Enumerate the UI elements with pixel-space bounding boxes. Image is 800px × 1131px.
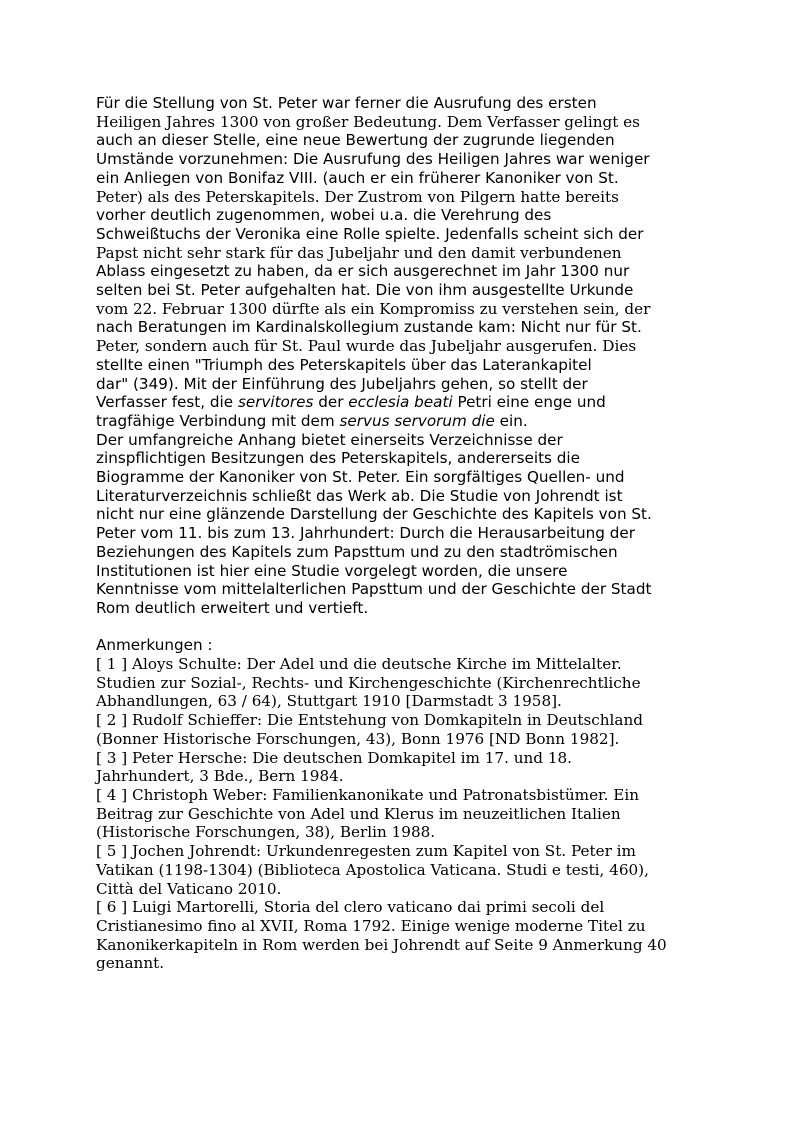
text-line: ein Anliegen von Bonifaz VIII. (auch er ein früherer Kanoniker von St. [96, 168, 619, 187]
text-line: Für die Stellung von St. Peter war ferner die Ausrufung des ersten [96, 94, 597, 112]
footnote-line: (Bonner Historische Forschungen, 43), Bonn 1976 [ND Bonn 1982]. [96, 729, 620, 748]
footnote-line: (Historische Forschungen, 38), Berlin 1988. [96, 823, 436, 842]
footnote-line: [ 2 ] Rudolf Schieffer: Die Entstehung von Domkapiteln in Deutschland [96, 711, 643, 730]
document-page [96, 94, 736, 973]
footnote-line: Jahrhundert, 3 Bde., Bern 1984. [96, 767, 344, 786]
text-line: Schweißtuchs der Veronika eine Rolle spielte. Jedenfalls scheint sich der [96, 224, 644, 243]
footnote-line: Beitrag zur Geschichte von Adel und Klerus im neuzeitlichen Italien [96, 804, 621, 823]
text-line [96, 412, 736, 431]
text-line: Heiligen Jahres 1300 von großer Bedeutung. Dem Verfasser gelingt es [96, 112, 640, 131]
text-line: Kenntnisse vom mittelalterlichen Papsttum und der Geschichte der Stadt [96, 580, 652, 599]
italic-text: servus servorum die [339, 411, 495, 430]
footnote-line: Cristianesimo fino al XVII, Roma 1792. Einige wenige moderne Titel zu [96, 916, 646, 935]
text-line: Rom deutlich erweitert und vertieft. [96, 598, 369, 617]
footnote-line: [ 5 ] Jochen Johrendt: Urkundenregesten zum Kapitel von St. Peter im [96, 842, 636, 861]
text-line: nach Beratungen im Kardinalskollegium zustande kam: Nicht nur für St. [96, 318, 642, 337]
text-line: stellte einen "Triumph des Peterskapitels über das Laterankapitel [96, 355, 592, 374]
text-line: nicht nur eine glänzende Darstellung der Geschichte des Kapitels von St. [96, 505, 652, 524]
italic-text: servitores [237, 393, 314, 412]
text-line: zinspflichtigen Besitzungen des Peterskapitels, andererseits die [96, 449, 580, 468]
text-line: vom 22. Februar 1300 dürfte als ein Kompromiss zu verstehen sein, der [96, 299, 651, 318]
blank-line [96, 618, 736, 637]
footnote-line: genannt. [96, 954, 165, 973]
text-line: vorher deutlich zugenommen, wobei u.a. die Verehrung des [96, 206, 552, 225]
review-paragraph-2 [96, 431, 736, 618]
text-line: Peter) als des Peterskapitels. Der Zustrom von Pilgern hatte bereits [96, 187, 619, 206]
footnote-line: Studien zur Sozial-, Rechts- und Kirchengeschichte (Kirchenrechtliche [96, 673, 641, 692]
text-line: Biogramme der Kanoniker von St. Peter. Ein sorgfältiges Quellen- und [96, 468, 625, 487]
footnote-line: [ 6 ] Luigi Martorelli, Storia del clero vaticano dai primi secoli del [96, 898, 605, 917]
text-line: Beziehungen des Kapitels zum Papsttum und zu den stadtrömischen [96, 542, 618, 561]
review-paragraph-1 [96, 94, 736, 431]
text-line: Umstände vorzunehmen: Die Ausrufung des Heiligen Jahres war weniger [96, 150, 650, 169]
text-line: dar" (349). Mit der Einführung des Jubeljahrs gehen, so stellt der [96, 374, 588, 393]
text-line: Ablass eingesetzt zu haben, da er sich ausgerechnet im Jahr 1300 nur [96, 262, 630, 281]
text-line: selten bei St. Peter aufgehalten hat. Die von ihm ausgestellte Urkunde [96, 281, 634, 300]
text-line: Literaturverzeichnis schließt das Werk ab. Die Studie von Johrendt ist [96, 486, 623, 505]
text-line: auch an dieser Stelle, eine neue Bewertung der zugrunde liegenden [96, 131, 615, 150]
text-run: Petri eine enge und [452, 393, 606, 412]
text-line [96, 393, 736, 412]
text-run: ein. [494, 411, 528, 430]
footnote-line: Città del Vaticano 2010. [96, 879, 282, 898]
footnote-line: [ 1 ] Aloys Schulte: Der Adel und die deutsche Kirche im Mittelalter. [96, 655, 622, 674]
italic-text: ecclesia beati [348, 393, 453, 412]
text-line: Peter, sondern auch für St. Paul wurde das Jubeljahr ausgerufen. Dies [96, 337, 637, 356]
text-line: Institutionen ist hier eine Studie vorgelegt worden, die unsere [96, 561, 568, 580]
text-line: Der umfangreiche Anhang bietet einerseits Verzeichnisse der [96, 430, 563, 449]
text-run: der [313, 393, 349, 412]
footnote-line: [ 3 ] Peter Hersche: Die deutschen Domkapitel im 17. und 18. [96, 748, 572, 767]
footnote-line: [ 4 ] Christoph Weber: Familienkanonikate und Patronatsbistümer. Ein [96, 786, 640, 804]
text-run: tragfähige Verbindung mit dem [96, 411, 340, 430]
text-run: Verfasser fest, die [96, 393, 238, 412]
text-line: Papst nicht sehr stark für das Jubeljahr und den damit verbundenen [96, 243, 622, 262]
footnote-line: Abhandlungen, 63 / 64), Stuttgart 1910 [Darmstadt 3 1958]. [96, 692, 562, 711]
footnote-line: Vatikan (1198-1304) (Biblioteca Apostolica Vaticana. Studi e testi, 460), [96, 860, 649, 879]
footnotes-heading: Anmerkungen : [96, 636, 213, 655]
text-line: Peter vom 11. bis zum 13. Jahrhundert: Durch die Herausarbeitung der [96, 524, 635, 543]
footnote-line: Kanonikerkapiteln in Rom werden bei Johrendt auf Seite 9 Anmerkung 40 [96, 935, 667, 954]
footnotes [96, 636, 736, 973]
